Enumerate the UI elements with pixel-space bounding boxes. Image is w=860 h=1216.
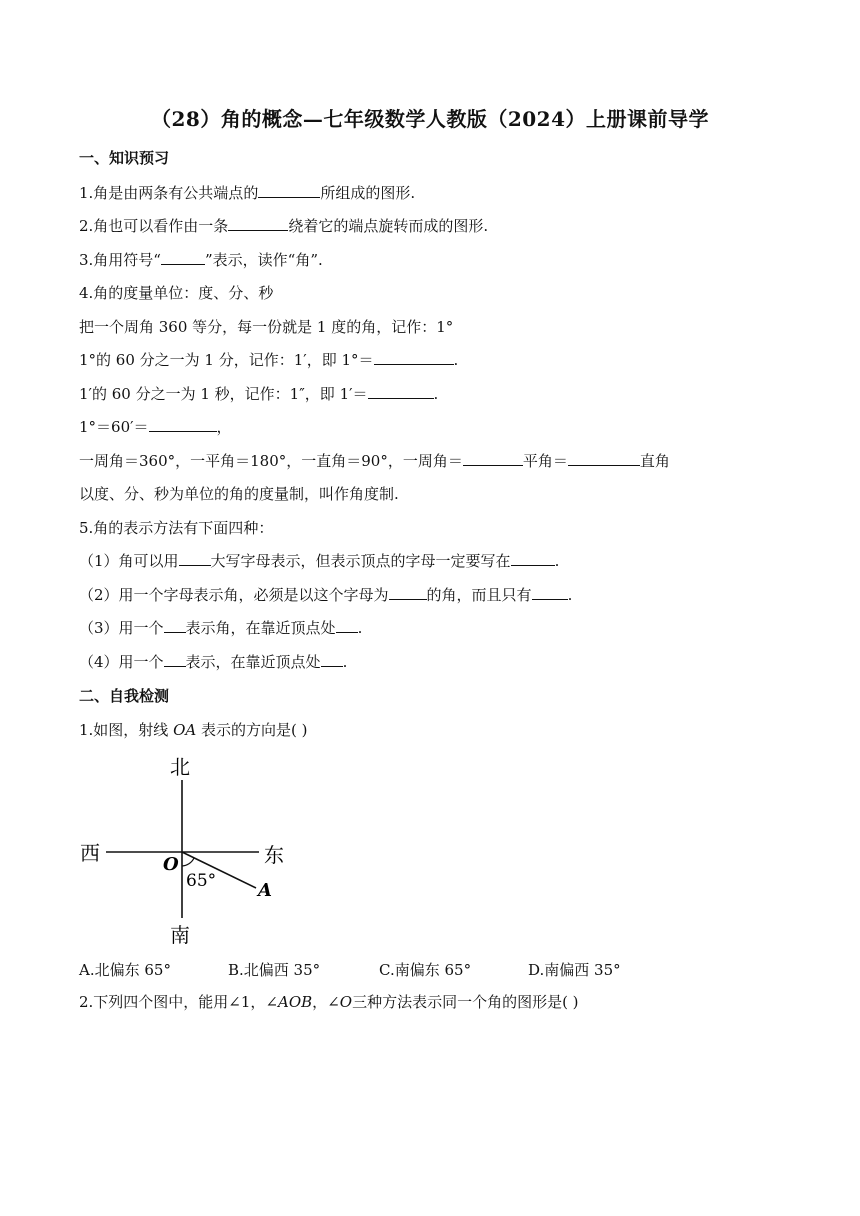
item-1-text-a: 1.角是由两条有公共端点的 <box>79 184 259 202</box>
item-4: 4.角的度量单位：度、分、秒 <box>79 284 274 302</box>
q2-var-o: ∠O <box>327 993 353 1011</box>
item-10: 以度、分、秒为单位的角的度量制，叫作角度制. <box>79 485 399 503</box>
q1-stem-prefix: 1.如图，射线 <box>79 721 174 739</box>
item-8-text-a: 1°＝60′＝ <box>79 418 149 436</box>
item-8-text-b: ， <box>216 418 232 436</box>
q2-prefix: 2.下列四个图中，能用∠1， <box>79 993 266 1011</box>
item-9-text-a: 一周角＝360°，一平角＝180°，一直角＝90°，一周角＝ <box>79 452 463 470</box>
item-13-text-c: . <box>567 586 573 604</box>
section-heading-preview: 一、知识预习 <box>79 149 170 167</box>
item-14-text-c: . <box>357 619 363 637</box>
blank <box>321 652 343 667</box>
blank <box>164 652 186 667</box>
item-3 <box>79 250 323 270</box>
item-14-text-a: （3）用一个 <box>79 619 164 637</box>
question-1-stem <box>79 720 307 740</box>
item-7-text-a: 1′的 60 分之一为 1 秒，记作：1″，即 1′＝ <box>79 385 368 403</box>
east-label: 东 <box>264 843 284 867</box>
item-13-text-b: 的角，而且只有 <box>426 586 532 604</box>
compass-figure <box>76 752 298 948</box>
blank <box>179 551 211 566</box>
item-12-text-c: . <box>554 552 560 570</box>
angle-label: 65° <box>186 871 217 891</box>
point-a-label: A <box>258 880 272 901</box>
blank <box>228 216 288 231</box>
q1-stem-var: OA <box>173 721 197 739</box>
blank <box>532 585 568 600</box>
blank <box>568 451 640 466</box>
item-2 <box>79 216 488 236</box>
blank <box>511 551 555 566</box>
item-15-text-a: （4）用一个 <box>79 653 164 671</box>
item-6 <box>79 350 458 370</box>
blank <box>164 618 186 633</box>
north-label: 北 <box>170 755 190 779</box>
item-7 <box>79 384 438 404</box>
item-12-text-a: （1）角可以用 <box>79 552 179 570</box>
origin-label: O <box>163 854 179 875</box>
item-5: 把一个周角 360 等分，每一份就是 1 度的角，记作：1° <box>79 318 454 336</box>
blank <box>161 250 205 265</box>
q1-option-a[interactable]: A.北偏东 65° <box>79 961 171 979</box>
q1-option-c[interactable]: C.南偏东 65° <box>379 961 472 979</box>
item-3-text-b: ”表示，读作“角”. <box>204 251 323 269</box>
item-9 <box>79 451 670 471</box>
blank <box>374 350 454 365</box>
item-14 <box>79 618 362 638</box>
west-label: 西 <box>80 841 100 865</box>
item-13-text-a: （2）用一个字母表示角，必须是以这个字母为 <box>79 586 389 604</box>
item-2-text-a: 2.角也可以看作由一条 <box>79 217 229 235</box>
item-12 <box>79 551 559 571</box>
item-9-text-c: 直角 <box>639 452 670 470</box>
q1-option-b[interactable]: B.北偏西 35° <box>228 961 321 979</box>
blank <box>336 618 358 633</box>
q2-suffix: 三种方法表示同一个角的图形是( ) <box>352 993 579 1011</box>
item-3-text-a: 3.角用符号“ <box>79 251 161 269</box>
q1-option-d[interactable]: D.南偏西 35° <box>528 961 621 979</box>
section-heading-selftest: 二、自我检测 <box>79 687 170 705</box>
q2-var-aob: ∠AOB <box>265 993 313 1011</box>
blank <box>389 585 427 600</box>
item-1 <box>79 183 415 203</box>
blank <box>463 451 523 466</box>
blank <box>258 183 320 198</box>
q1-stem-suffix: 表示的方向是( ) <box>196 721 308 739</box>
south-label: 南 <box>170 923 190 947</box>
item-11: 5.角的表示方法有下面四种： <box>79 519 274 537</box>
item-9-text-b: 平角＝ <box>522 452 568 470</box>
angle-arc <box>182 858 194 866</box>
item-15 <box>79 652 347 672</box>
question-2-stem <box>79 992 579 1012</box>
item-1-text-b: 所组成的图形. <box>320 184 416 202</box>
item-14-text-b: 表示角，在靠近顶点处 <box>185 619 336 637</box>
item-2-text-b: 绕着它的端点旋转而成的图形. <box>288 217 489 235</box>
item-6-text-b: . <box>453 351 459 369</box>
blank <box>368 384 434 399</box>
q2-mid: ， <box>312 993 328 1011</box>
item-8 <box>79 417 232 437</box>
item-7-text-b: . <box>433 385 439 403</box>
item-15-text-b: 表示，在靠近顶点处 <box>185 653 321 671</box>
item-12-text-b: 大写字母表示，但表示顶点的字母一定要写在 <box>210 552 511 570</box>
page-title: （28）角的概念—七年级数学人教版（2024）上册课前导学 <box>151 107 709 131</box>
blank <box>149 417 217 432</box>
item-15-text-c: . <box>342 653 348 671</box>
item-6-text-a: 1°的 60 分之一为 1 分，记作：1′，即 1°＝ <box>79 351 374 369</box>
item-13 <box>79 585 572 605</box>
